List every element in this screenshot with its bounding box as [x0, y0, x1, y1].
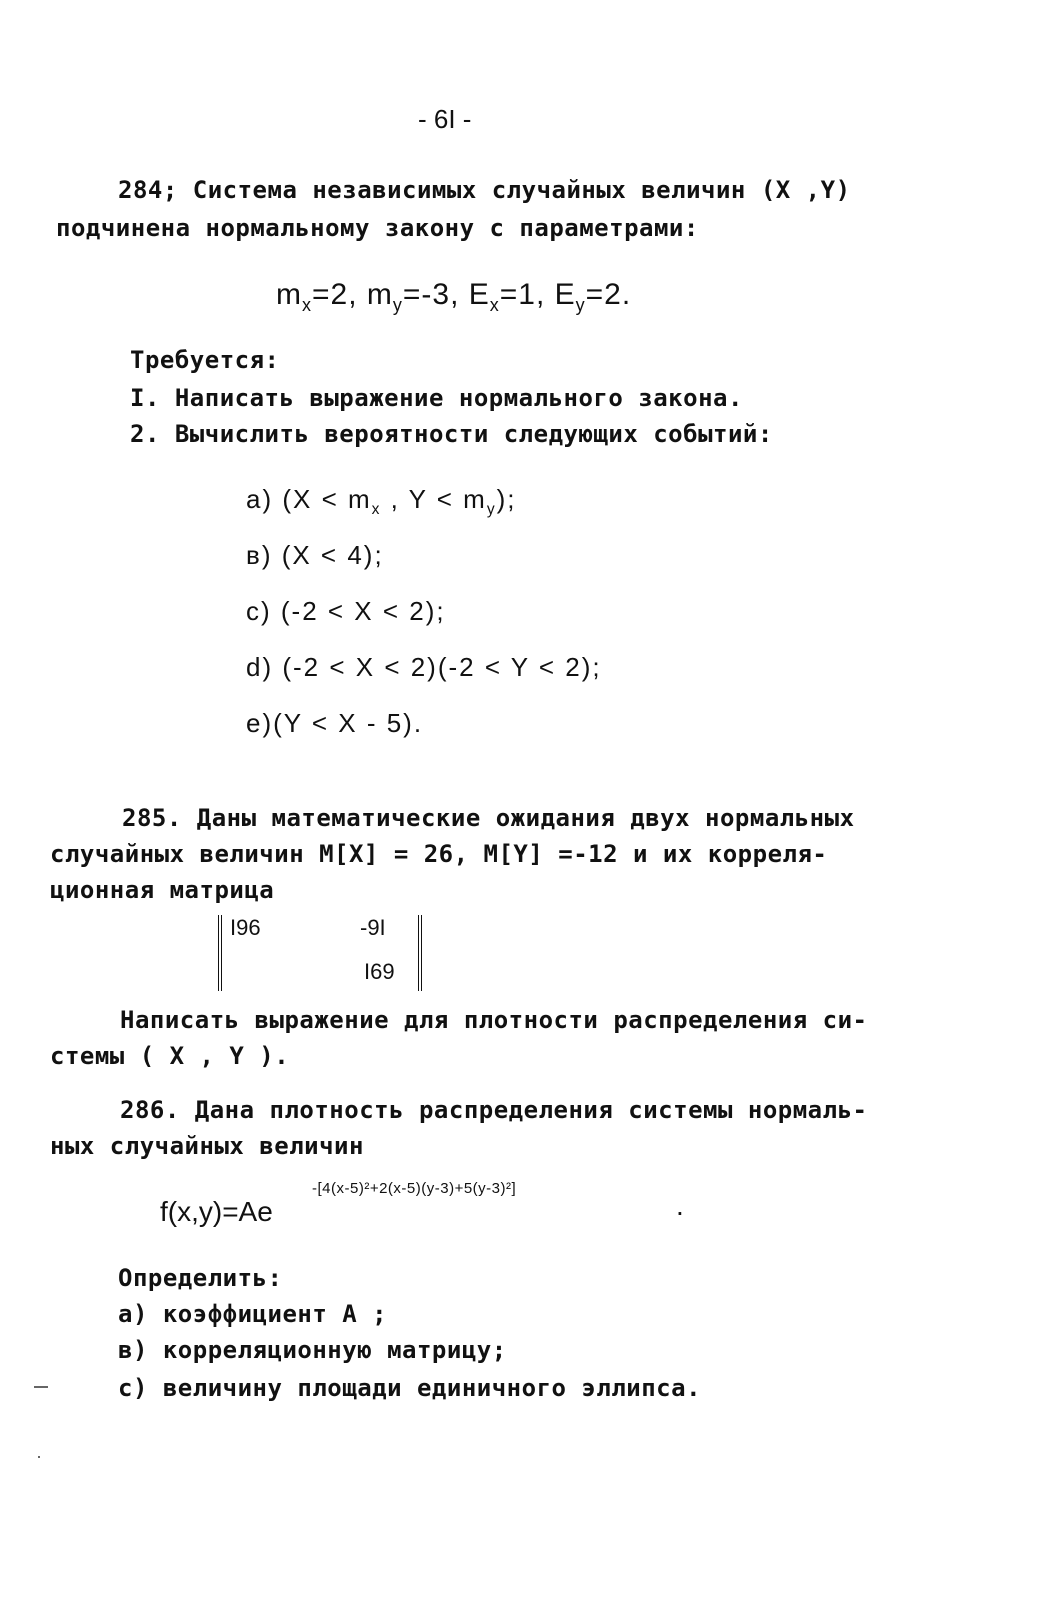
density-formula-lhs: f(x,y)=Ae [160, 1196, 273, 1227]
density-formula-exponent: -[4(x-5)²+2(x-5)(y-3)+5(y-3)²] [312, 1180, 517, 1197]
problem-285-line-1: 285. Даны математические ожидания двух нормальных [122, 804, 855, 832]
event-e: e)(Y < X - 5). [246, 708, 424, 738]
problem-286-line-1: 286. Дана плотность распределения системы нормаль- [120, 1096, 868, 1124]
event-c: c) (-2 < X < 2); [246, 596, 446, 626]
required-label: Требуется: [130, 346, 280, 374]
event-a: a) ($X < m_x$ , $Y < m_y$); [246, 484, 517, 519]
problem-286-item-c: c) величину площади единичного эллипса. [118, 1374, 702, 1402]
matrix-cell-22: I69 [364, 959, 395, 984]
page-number: - 6I - [418, 104, 472, 134]
matrix-cell-12: -9I [360, 915, 386, 940]
problem-284-line-1: 284; Система независимых случайных величин (X ,Y) [118, 176, 851, 204]
problem-284-params: $m_x=2$, $m_y=-3$, $E_x=1$, $E_y=2$. [276, 278, 632, 315]
problem-285-line-2: случайных величин M[X] = 26, M[Y] =-12 и их корреля- [50, 840, 828, 868]
problem-286-item-a: a) коэффициент A ; [118, 1300, 388, 1328]
problem-286-line-2: ных случайных величин [50, 1132, 364, 1160]
scan-speck [38, 1456, 40, 1458]
problem-284-item-1: I. Написать выражение нормального закона. [130, 384, 743, 412]
determine-label: Определить: [118, 1264, 283, 1292]
matrix-cell-11: I96 [230, 915, 261, 940]
density-formula-end: . [676, 1190, 684, 1221]
event-d: d) (-2 < X < 2)(-2 < Y < 2); [246, 652, 602, 682]
problem-285-line-5: стемы ( X , Y ). [50, 1042, 290, 1070]
margin-dash-mark [34, 1386, 48, 1388]
problem-286-item-b: в) корреляционную матрицу; [118, 1336, 507, 1364]
correlation-matrix [218, 915, 422, 991]
problem-284-item-2: 2. Вычислить вероятности следующих событий: [130, 420, 773, 448]
problem-285-line-3: ционная матрица [50, 876, 275, 904]
problem-285-line-4: Написать выражение для плотности распределения си- [120, 1006, 868, 1034]
problem-284-line-2: подчинена нормальному закону с параметрами: [56, 214, 699, 242]
event-b: в) (X < 4); [246, 540, 384, 570]
